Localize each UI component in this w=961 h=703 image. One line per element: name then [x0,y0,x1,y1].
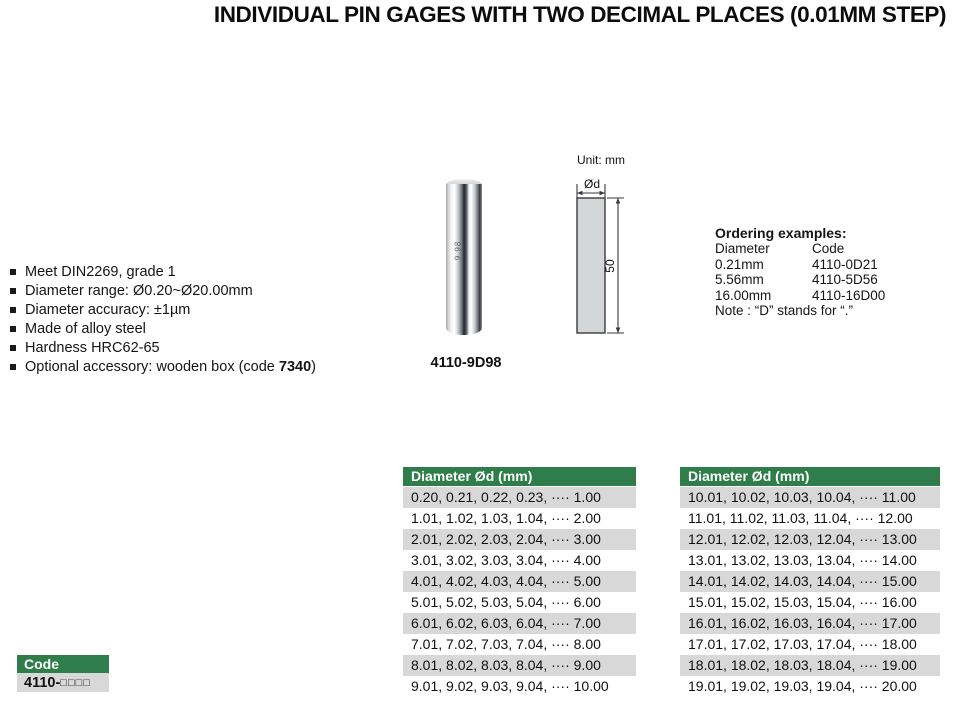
table-row: 2.01, 2.02, 2.03, 2.04, ···· 3.00 [403,529,636,550]
table-row: 17.01, 17.02, 17.03, 17.04, ···· 18.00 [680,634,940,655]
bullet-square-icon [10,326,16,332]
bullet-square-icon [10,288,16,294]
code-value: 4110-16D00 [812,287,886,303]
arrowhead-left-icon [577,191,583,196]
arrowhead-up-icon [616,198,621,204]
ordering-row [715,272,885,288]
feature-text: Meet DIN2269, grade 1 [25,264,176,280]
feature-item [8,358,316,377]
bullet-square-icon [10,307,16,313]
table-header: Diameter Ød (mm) [403,467,636,486]
table-row: 5.01, 5.02, 5.03, 5.04, ···· 6.00 [403,592,636,613]
table-row: 18.01, 18.02, 18.03, 18.04, ···· 19.00 [680,655,940,676]
feature-item [8,263,316,282]
feature-text: Hardness HRC62-65 [25,340,160,356]
feature-item [8,320,316,339]
table-row: 9.01, 9.02, 9.03, 9.04, ···· 10.00 [403,676,636,697]
bullet-square-icon [10,364,16,370]
code-value: 4110-5D56 [812,272,878,287]
code-box-header: Code [17,655,109,673]
diameter-table-left [403,467,636,697]
arrowhead-down-icon [616,328,621,334]
ordering-note: Note : “D” stands for “.” [715,303,854,318]
ordering-col-diameter: Diameter [715,241,770,256]
length-dim-label: 50 [603,259,617,273]
ordering-col-code: Code [812,241,845,256]
code-prefix: 4110- [24,675,61,691]
diameter-value: 5.56mm [715,272,764,287]
ordering-column-headers [715,241,885,257]
code-box [17,655,109,692]
features-list [8,263,316,377]
table-row: 14.01, 14.02, 14.03, 14.04, ···· 15.00 [680,571,940,592]
table-row: 19.01, 19.02, 19.03, 19.04, ···· 20.00 [680,676,940,697]
code-pattern [17,673,109,692]
page-title: INDIVIDUAL PIN GAGES WITH TWO DECIMAL PLACES (0.01MM STEP) [213,2,947,27]
accessory-code: 7340 [278,359,312,375]
ordering-heading: Ordering examples: [715,225,847,241]
unit-label: Unit: mm [577,153,625,167]
diameter-value: 16.00mm [715,287,772,303]
diameter-table-right [680,467,940,697]
ordering-examples [715,225,885,319]
table-row: 15.01, 15.02, 15.03, 15.04, ···· 16.00 [680,592,940,613]
table-row: 11.01, 11.02, 11.03, 11.04, ···· 12.00 [680,508,940,529]
feature-item [8,339,316,358]
diameter-value: 0.21mm [715,256,764,272]
table-row: 4.01, 4.02, 4.03, 4.04, ···· 5.00 [403,571,636,592]
bullet-square-icon [10,345,16,351]
table-row: 12.01, 12.02, 12.03, 12.04, ···· 13.00 [680,529,940,550]
ordering-row [715,288,885,304]
pin-model-label: 4110-9D98 [430,355,502,371]
ordering-row [715,257,885,273]
pin-cylinder [446,184,482,335]
table-row: 10.01, 10.02, 10.03, 10.04, ···· 11.00 [680,487,940,508]
dimension-drawing [563,150,648,345]
feature-text: Diameter range: Ø0.20~Ø20.00mm [25,283,253,299]
table-row: 1.01, 1.02, 1.03, 1.04, ···· 2.00 [403,508,636,529]
table-row: 16.01, 16.02, 16.03, 16.04, ···· 17.00 [680,613,940,634]
feature-text: Diameter accuracy: ±1µm [25,302,191,318]
arrowhead-right-icon [600,191,606,196]
diameter-dim-label: Ød [583,177,601,191]
table-row: 0.20, 0.21, 0.22, 0.23, ···· 1.00 [403,487,636,508]
feature-item [8,301,316,320]
table-row: 6.01, 6.02, 6.03, 6.04, ···· 7.00 [403,613,636,634]
table-header: Diameter Ød (mm) [680,467,940,486]
code-placeholder-squares: □□□□ [60,677,91,689]
feature-item [8,282,316,301]
feature-text: Optional accessory: wooden box (code 7340) [25,359,317,375]
table-row: 8.01, 8.02, 8.03, 8.04, ···· 9.00 [403,655,636,676]
bullet-square-icon [10,269,16,275]
table-row: 7.01, 7.02, 7.03, 7.04, ···· 8.00 [403,634,636,655]
feature-text: Made of alloy steel [25,321,146,337]
pin-engraving: 9.98 [453,240,463,261]
table-row: 3.01, 3.02, 3.03, 3.04, ···· 4.00 [403,550,636,571]
code-value: 4110-0D21 [812,256,878,272]
table-row: 13.01, 13.02, 13.03, 13.04, ···· 14.00 [680,550,940,571]
pin-outline-rect [577,198,605,333]
